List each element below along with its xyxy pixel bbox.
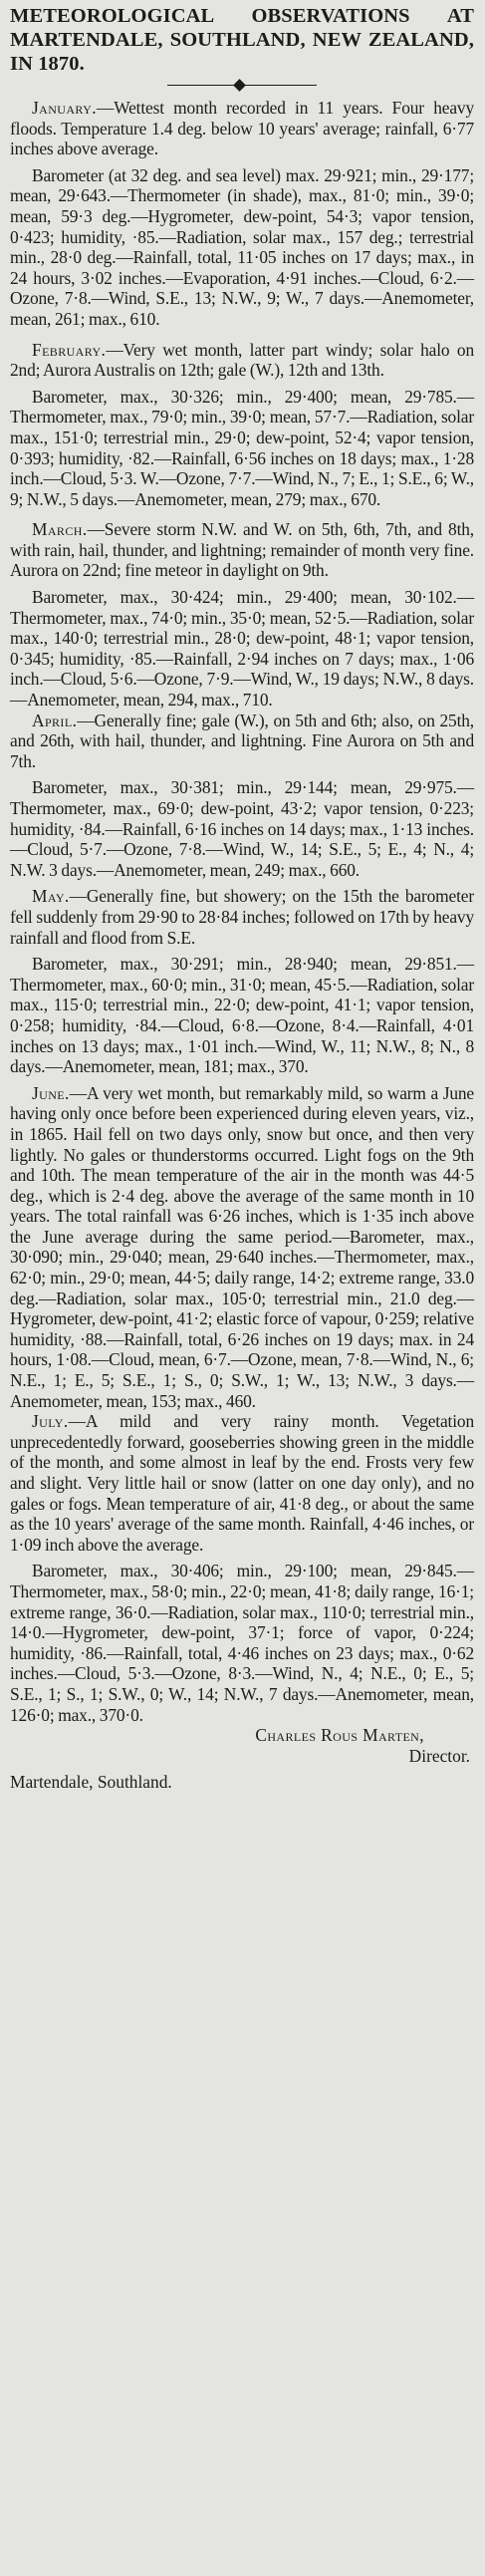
month-stats: Barometer, max., 30·406; min., 29·100; mean, 29·845.—Thermometer, max., 58·0; min., 22·0; mean, 41·8; daily range, 16·1; extreme range, 36·0.—Radiation, solar max., 110·0; terrestrial min., 14·0.—Hygrometer, dew-point, 37·1; force of vapor, 0·224; humidity, ·86.—Rainfall, total, 4·46 inches on 23 days; max., 0·62 inches.—Cloud, 5·3.—Ozone, 8·3.—Wind, N., 4; N.E., 0; E., 5; S.E., 1; S., 1; S.W., 0; W., 14; N.W., 7 days.—Anemometer, mean, 126·0; max., 370·0. [10, 1561, 474, 1725]
month-section-february [10, 340, 474, 510]
month-summary [10, 711, 474, 772]
summary-text: —Generally fine, but showery; on the 15th the barometer fell suddenly from 29·90 to 28·84 inches; followed on 17th by heavy rainfall and flood from S.E. [10, 886, 474, 948]
month-summary [10, 340, 474, 381]
month-section-march [10, 519, 474, 710]
summary-text: —Wettest month recorded in 11 years. Four heavy floods. Temperature 1.4 deg. below 10 years' average; rainfall, 6·77 inches above average. [10, 98, 474, 159]
month-name: January. [32, 98, 97, 118]
month-summary [10, 519, 474, 581]
month-section-june [10, 1083, 474, 1412]
month-summary [10, 98, 474, 159]
signature-place: Martendale, Southland. [10, 1772, 172, 1793]
month-section-april [10, 711, 474, 881]
ornamental-rule [167, 80, 317, 92]
summary-text: —Severe storm N.W. and W. on 5th, 6th, 7th, and 8th, with rain, hail, thunder, and lightning; remainder of month very fine. Aurora on 22nd; fine meteor in daylight on 9th. [10, 519, 474, 581]
month-stats: Barometer, max., 30·291; min., 28·940; mean, 29·851.—Thermometer, max., 60·0; min., 31·0; mean, 45·5.—Radiation, solar max., 115·0; terrestrial min., 22·0; dew-point, 41·1; vapor tension, 0·258; humidity, ·84.—Cloud, 6·8.—Ozone, 8·4.—Rainfall, 4·01 inches on 13 days; max., 1·01 inch.—Wind, W., 11; N.W., 8; N., 8 days.—Anemometer, mean, 181; max., 370. [10, 954, 474, 1077]
month-stats: Barometer, max., 30·326; min., 29·400; mean, 29·785.—Thermometer, max., 79·0; min., 39·0; mean, 57·7.—Radiation, solar max., 151·0; terrestrial min., 29·0; dew-point, 52·4; vapor tension, 0·393; humidity, ·82.—Rainfall, 6·56 inches on 18 days; max., 1·28 inch.—Cloud, 5·3. W.—Ozone, 7·7.—Wind, N., 7; E., 1; S.E., 6; W., 9; N.W., 5 days.—Anemometer, mean, 279; max., 670. [10, 386, 474, 509]
month-name: May. [32, 886, 70, 907]
month-stats: Barometer, max., 30·424; min., 29·400; mean, 30·102.—Thermometer, max., 74·0; min., 35·0; mean, 52·5.—Radiation, solar max., 140·0; terrestrial min., 28·0; dew-point, 48·1; vapor tension, 0·345; humidity, ·85.—Rainfall, 2·94 inches on 7 days; max., 1·06 inch.—Cloud, 5·6.—Ozone, 7·9.—Wind, W., 19 days; N.W., 8 days.—Anemometer, mean, 294, max., 710. [10, 587, 474, 711]
month-section-may [10, 886, 474, 1076]
summary-text: —Generally fine; gale (W.), on 5th and 6th; also, on 25th, and 26th, with hail, thunder, and lightning. Fine Aurora on 5th and 7th. [10, 710, 474, 771]
summary-text: —A very wet month, but remarkably mild, so warm a June having only once before been experienced during eleven years, viz., in 1865. Hail fell on two days only, snow but once, and then very lightly. No gales or thunderstorms occurred. Light fogs on the 9th and 10th. The mean temperature of the air in the month was 44·5 deg., which is 2·4 deg. above the average of the same month in 10 years. The total rainfall was 6·26 inches, which is 1·35 inch above the June average during the same period.—Barometer, max., 30·090; min., 29·040; mean, 29·640 inches.—Thermometer, max., 62·0; min., 29·0; mean, 44·5; daily range, 14·2; extreme range, 33.0 deg.—Radiation, solar max., 105·0; terrestrial min., 21.0 deg.—Hygrometer, dew-point, 41·2; elastic force of vapour, 0·259; relative humidity, ·88.—Rainfall, total, 6·26 inches on 19 days; max. in 24 hours, 1·08.—Cloud, mean, 6·7.—Ozone, mean, 7·8.—Wind, N., 6; N.E., 1; E., 5; S.E., 1; S., 0; S.W., 1; W., 13; N.W., 3 days.—Anemometer, mean, 153; max., 460. [10, 1082, 474, 1411]
signature-name: Charles Rous Marten, [255, 1725, 424, 1746]
month-name: June. [32, 1082, 70, 1103]
signature-role: Director. [408, 1745, 470, 1766]
month-summary [10, 1083, 474, 1412]
summary-text: —Very wet month, latter part windy; solar halo on 2nd; Aurora Australis on 12th; gale (W.), 12th and 13th. [10, 339, 474, 381]
summary-text: —A mild and very rainy month. Vegetation unprecedentedly forward, gooseberries showing green in the middle of the month, and some almost in leaf by the end. Frosts very few and slight. Very little hail or snow (latter on one day only), and no gales or fogs. Mean temperature of air, 41·8 deg., or about the same as the 10 years' average of the same month. Rainfall, 4·46 inches, or 1·09 inch above the average. [10, 1411, 474, 1555]
month-name: April. [32, 710, 78, 730]
month-summary [10, 886, 474, 948]
month-name: July. [32, 1411, 69, 1432]
month-stats: Barometer (at 32 deg. and sea level) max. 29·921; min., 29·177; mean, 29·643.—Thermometer (in shade), max., 81·0; min., 39·0; mean, 59·3 deg.—Hygrometer, dew-point, 54·3; vapor tension, 0·423; humidity, ·85.—Radiation, solar max., 157 deg.; terrestrial min., 28·0 deg.—Rainfall, total, 11·05 inches on 17 days; max., in 24 hours, 3·02 inches.—Evaporation, 4·91 inches.—Cloud, 6·2.—Ozone, 7·8.—Wind, S.E., 13; N.W., 9; W., 7 days.—Anemometer, mean, 261; max., 610. [10, 164, 474, 329]
month-name: March. [32, 519, 88, 540]
month-section-january [10, 98, 474, 330]
article-headline: METEOROLOGICAL OBSERVATIONS AT MARTENDALE, SOUTHLAND, NEW ZEALAND, IN 1870. [10, 5, 474, 75]
month-name: February. [32, 339, 107, 360]
month-stats: Barometer, max., 30·381; min., 29·144; mean, 29·975.—Thermometer, max., 69·0; dew-point, 43·2; vapor tension, 0·223; humidity, ·84.—Rainfall, 6·16 inches on 14 days; max., 1·13 inches.—Cloud, 5·7.—Ozone, 7·8.—Wind, W., 14; S.E., 5; E., 4; N., 4; N.W. 3 days.—Anemometer, mean, 249; max., 660. [10, 777, 474, 880]
rule-diamond [233, 79, 246, 92]
month-summary [10, 1411, 474, 1555]
month-section-july [10, 1411, 474, 1725]
